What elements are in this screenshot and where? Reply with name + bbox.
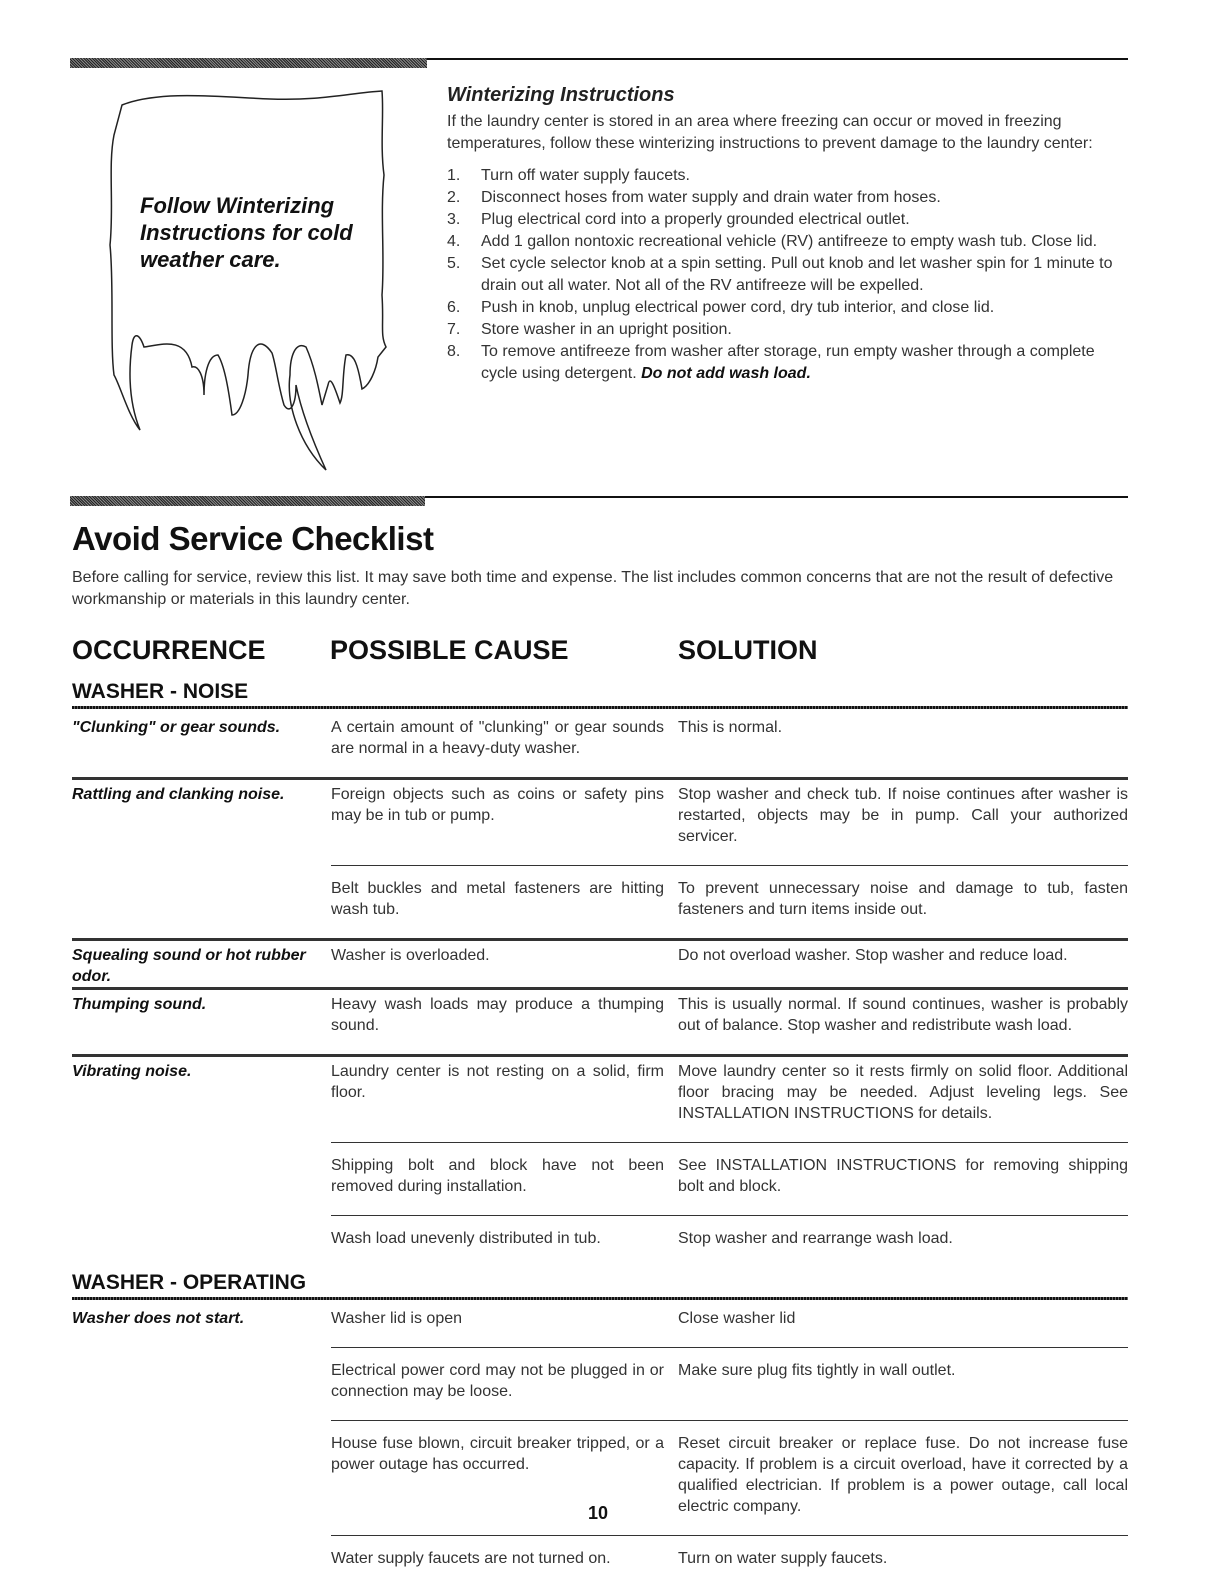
cause-solution-pair xyxy=(331,1142,1128,1215)
possible-cause: House fuse blown, circuit breaker tripped, or a power outage has occurred. xyxy=(331,1435,664,1473)
cause-solution-pair xyxy=(331,1347,1128,1420)
step-text-body: Add 1 gallon nontoxic recreational vehicle (RV) antifreeze to empty wash tub. Close lid. xyxy=(481,233,1098,250)
winterizing-intro: If the laundry center is stored in an area where freezing can occur or moved in freezing temperatures, follow these winterizing instructions to prevent damage to the laundry center: xyxy=(447,113,1093,152)
cause-solution-pair xyxy=(331,1061,1128,1142)
cause-list xyxy=(331,945,1128,987)
possible-cause: Wash load unevenly distributed in tub. xyxy=(331,1230,601,1247)
step-text xyxy=(481,341,1129,385)
occurrence: "Clunking" or gear sounds. xyxy=(72,719,281,736)
occurrence: Squealing sound or hot rubber odor. xyxy=(72,947,306,985)
header-solution: SOLUTION xyxy=(678,635,818,665)
cause-list xyxy=(331,1308,1128,1584)
step-text-body: Set cycle selector knob at a spin setting. Pull out knob and let washer spin for 1 minute to drain out all water. Not all of the RV antifreeze will be expelled. xyxy=(481,255,1113,294)
step-text xyxy=(481,253,1129,297)
solution: To prevent unnecessary noise and damage to tub, fasten fasteners and turn items inside out. xyxy=(678,880,1128,918)
possible-cause: A certain amount of "clunking" or gear sounds are normal in a heavy-duty washer. xyxy=(331,719,664,757)
step-text xyxy=(481,231,1097,253)
winterizing-step xyxy=(447,165,1129,187)
step-number: 7. xyxy=(447,321,461,338)
solution: This is usually normal. If sound continues, washer is probably out of balance. Stop washer and redistribute wash load. xyxy=(678,996,1128,1034)
possible-cause: Water supply faucets are not turned on. xyxy=(331,1550,611,1567)
possible-cause: Washer lid is open xyxy=(331,1310,463,1327)
cause-solution-pair xyxy=(331,1535,1128,1584)
winterizing-step xyxy=(447,341,1129,385)
occurrence: Vibrating noise. xyxy=(72,1063,192,1080)
solution: This is normal. xyxy=(678,719,783,736)
cause-list xyxy=(331,784,1128,938)
step-number: 6. xyxy=(447,299,461,316)
callout-line: Instructions for cold xyxy=(140,220,353,245)
section-divider xyxy=(70,496,1128,506)
cause-solution-pair xyxy=(331,717,1128,777)
occurrence: Thumping sound. xyxy=(72,996,207,1013)
solution: See INSTALLATION INSTRUCTIONS for removing shipping bolt and block. xyxy=(678,1157,1128,1195)
section-divider xyxy=(70,58,1128,68)
header-occurrence: OCCURRENCE xyxy=(72,635,266,665)
solution: Make sure plug fits tightly in wall outlet. xyxy=(678,1362,956,1379)
checklist-row xyxy=(72,1308,1128,1584)
checklist-row xyxy=(72,1061,1128,1267)
possible-cause: Heavy wash loads may produce a thumping sound. xyxy=(331,996,664,1034)
winterizing-steps xyxy=(447,165,1129,385)
step-text xyxy=(481,297,994,319)
checklist-row xyxy=(72,945,1128,990)
step-number: 4. xyxy=(447,233,461,250)
winterizing-step xyxy=(447,209,1129,231)
step-text xyxy=(481,209,910,231)
cause-solution-pair xyxy=(331,994,1128,1054)
callout-line: Follow Winterizing xyxy=(140,193,335,218)
cause-solution-pair xyxy=(331,945,1128,984)
possible-cause: Shipping bolt and block have not been removed during installation. xyxy=(331,1157,664,1195)
cause-list xyxy=(331,994,1128,1054)
cause-list xyxy=(331,1061,1128,1267)
winterizing-title: Winterizing Instructions xyxy=(447,84,675,106)
checklist-intro: Before calling for service, review this list. It may save both time and expense. The list includes common concerns that are not the result of defective workmanship or materials in this laundry center. xyxy=(72,569,1114,608)
solution: Do not overload washer. Stop washer and reduce load. xyxy=(678,947,1068,964)
section-rule xyxy=(72,1297,1128,1300)
checklist-table xyxy=(72,680,1128,1584)
step-text-body: Push in knob, unplug electrical power cord, dry tub interior, and close lid. xyxy=(481,299,995,316)
step-text xyxy=(481,319,732,341)
cause-solution-pair xyxy=(331,865,1128,938)
winterizing-step xyxy=(447,187,1129,209)
solution: Stop washer and check tub. If noise continues after washer is restarted, objects may be in pump. Call your authorized servicer. xyxy=(678,786,1128,845)
cause-solution-pair xyxy=(331,1215,1128,1267)
checklist-row xyxy=(72,784,1128,941)
winterizing-instructions xyxy=(447,84,1129,385)
cause-list xyxy=(331,717,1128,777)
occurrence: Washer does not start. xyxy=(72,1310,245,1327)
solution: Turn on water supply faucets. xyxy=(678,1550,888,1567)
step-text-body: To remove antifreeze from washer after storage, run empty washer through a complete cycle using detergent. xyxy=(481,343,1095,382)
step-text xyxy=(481,187,941,209)
possible-cause: Electrical power cord may not be plugged in or connection may be loose. xyxy=(331,1362,664,1400)
step-text-body: Plug electrical cord into a properly grounded electrical outlet. xyxy=(481,211,910,228)
checklist-row xyxy=(72,994,1128,1057)
section-rule xyxy=(72,706,1128,709)
solution: Close washer lid xyxy=(678,1310,796,1327)
solution: Stop washer and rearrange wash load. xyxy=(678,1230,953,1247)
winterizing-step xyxy=(447,231,1129,253)
solution: Reset circuit breaker or replace fuse. Do not increase fuse capacity. If problem is a circuit overload, have it corrected by a qualified electrician. If problem is a power outage, call local electric company. xyxy=(678,1435,1128,1515)
occurrence: Rattling and clanking noise. xyxy=(72,786,285,803)
step-emphasis: Do not add wash load. xyxy=(641,365,811,382)
step-number: 5. xyxy=(447,255,461,272)
winterizing-step xyxy=(447,253,1129,297)
section-heading: WASHER - NOISE xyxy=(72,680,249,703)
winterizing-callout xyxy=(140,192,353,273)
cause-solution-pair xyxy=(331,1308,1128,1347)
header-possible-cause: POSSIBLE CAUSE xyxy=(330,635,569,665)
icicle-illustration xyxy=(100,85,395,475)
possible-cause: Laundry center is not resting on a solid, firm floor. xyxy=(331,1063,664,1101)
step-number: 1. xyxy=(447,167,461,184)
cause-solution-pair xyxy=(331,1420,1128,1535)
step-text-body: Turn off water supply faucets. xyxy=(481,167,690,184)
winterizing-step xyxy=(447,319,1129,341)
checklist-row xyxy=(72,717,1128,780)
possible-cause: Belt buckles and metal fasteners are hitting wash tub. xyxy=(331,880,664,918)
step-number: 2. xyxy=(447,189,461,206)
possible-cause: Washer is overloaded. xyxy=(331,947,490,964)
solution: Move laundry center so it rests firmly on solid floor. Additional floor bracing may be needed. Adjust leveling legs. See INSTALLATION INSTRUCTIONS for details. xyxy=(678,1063,1128,1122)
section-heading: WASHER - OPERATING xyxy=(72,1271,307,1294)
winterizing-step xyxy=(447,297,1129,319)
page-number: 10 xyxy=(588,1503,609,1523)
possible-cause: Foreign objects such as coins or safety pins may be in tub or pump. xyxy=(331,786,664,824)
step-number: 3. xyxy=(447,211,461,228)
step-text-body: Store washer in an upright position. xyxy=(481,321,732,338)
step-text xyxy=(481,165,690,187)
step-text-body: Disconnect hoses from water supply and drain water from hoses. xyxy=(481,189,941,206)
checklist-title: Avoid Service Checklist xyxy=(72,520,434,557)
step-number: 8. xyxy=(447,343,461,360)
callout-line: weather care. xyxy=(140,247,281,272)
cause-solution-pair xyxy=(331,784,1128,865)
